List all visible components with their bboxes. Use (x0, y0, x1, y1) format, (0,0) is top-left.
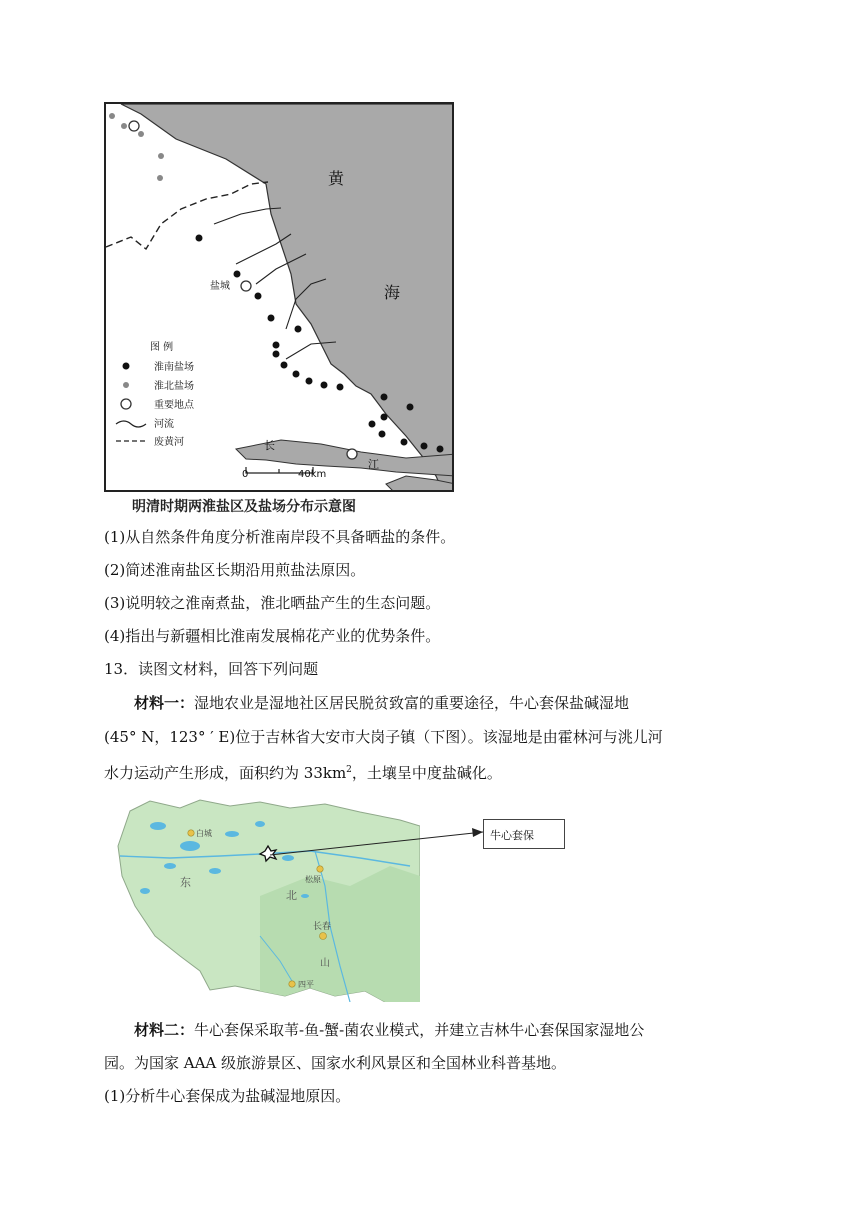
label-baicheng: 白城 (196, 829, 212, 838)
yancheng-label: 盐城 (210, 281, 230, 292)
river-label-jiang: 江 (368, 458, 379, 471)
map1-caption: 明清时期两淮盐区及盐场分布示意图 (132, 499, 356, 515)
material-1-text-c: 水力运动产生形成，面积约为 33km (104, 764, 347, 782)
callout-line (270, 832, 483, 855)
question-12-1: (1)从自然条件角度分析淮南岸段不具备晒盐的条件。 (104, 528, 456, 546)
legend-title: 图 例 (150, 342, 174, 353)
material-1-sup: 2 (346, 765, 352, 775)
material-1-label: 材料一： (134, 694, 195, 712)
legend-huaibei-label: 淮北盐场 (154, 381, 194, 392)
label-shan: 山 (320, 958, 330, 969)
callout-arrowhead (472, 828, 483, 837)
label-dong: 东 (180, 876, 191, 889)
material-2-line-2: 园。为国家 AAA 级旅游景区、国家水利风景区和全国林业科普基地。 (104, 1054, 567, 1072)
question-12-2: (2)简述淮南盐区长期沿用煎盐法原因。 (104, 561, 366, 579)
sea-label-huang: 黄 (328, 169, 345, 188)
material-2-label: 材料二： (134, 1021, 195, 1039)
label-changchun: 长春 (313, 922, 332, 932)
question-13-intro: 13．读图文材料，回答下列问题 (104, 660, 319, 678)
question-12-3: (3)说明较之淮南煮盐，淮北晒盐产生的生态问题。 (104, 594, 441, 612)
material-1-text-a: 湿地农业是湿地社区居民脱贫致富的重要途径，牛心套保盐碱湿地 (194, 694, 630, 712)
river-label-chang: 长 (264, 439, 275, 452)
material-2-text-a: 牛心套保采取苇-鱼-蟹-菌农业模式，并建立吉林牛心套保国家湿地公 (194, 1021, 645, 1039)
question-12-4: (4)指出与新疆相比淮南发展棉花产业的优势条件。 (104, 627, 441, 645)
legend-place-label: 重要地点 (154, 400, 194, 411)
material-2-line-1 (134, 1020, 644, 1040)
legend-huainan-label: 淮南盐场 (154, 362, 194, 373)
label-siping: 四平 (298, 980, 314, 989)
niuxintaobao-callout: 牛心套保 (483, 819, 565, 849)
label-bei: 北 (286, 889, 297, 902)
sea-label-hai: 海 (384, 283, 401, 302)
scale-max: 40km (298, 469, 327, 480)
legend-river-label: 河流 (154, 419, 174, 430)
question-13-1: (1)分析牛心套保成为盐碱湿地原因。 (104, 1087, 351, 1105)
scale-zero: 0 (242, 469, 249, 480)
label-songyuan: 松原 (305, 875, 321, 884)
material-1-text-d: ，土壤呈中度盐碱化。 (351, 764, 502, 782)
material-1-line-2: (45° N，123° ′ E)位于吉林省大安市大岗子镇（下图）。该湿地是由霍林河与洮儿河 (104, 728, 663, 746)
legend-old-river-label: 废黄河 (154, 437, 184, 448)
